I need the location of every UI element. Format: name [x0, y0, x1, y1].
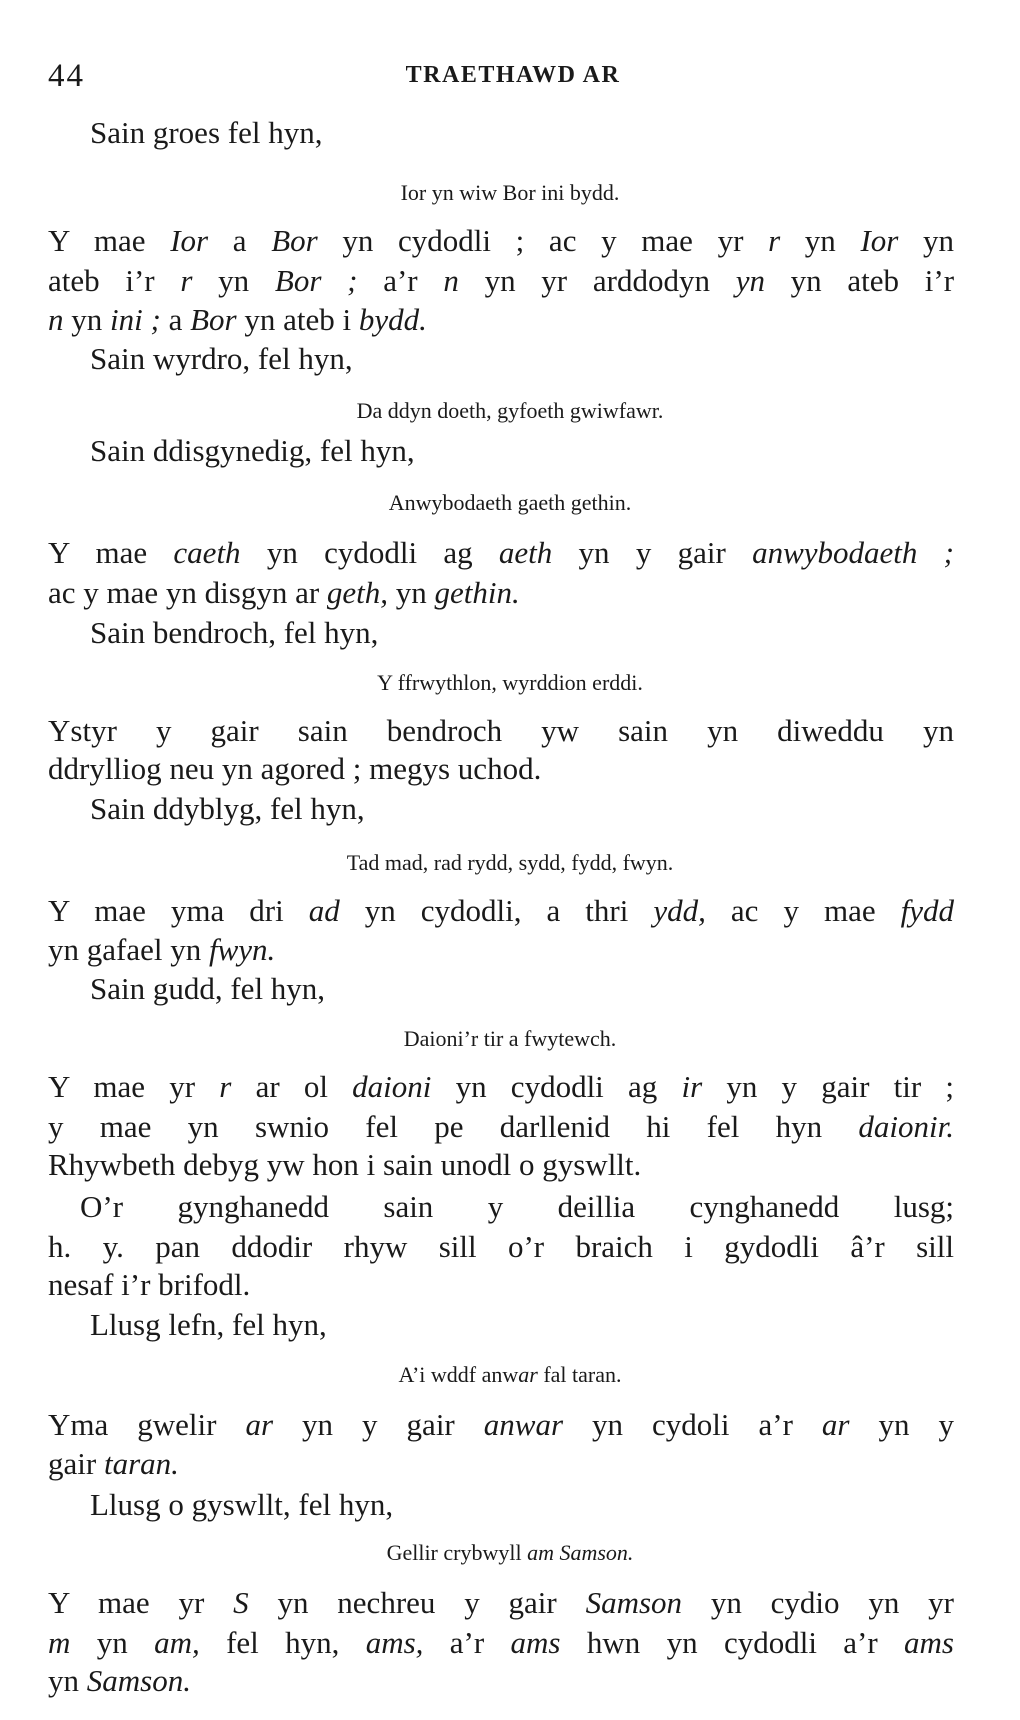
text-run: y mae yn swnio fel pe darllenid hi fel hyn — [48, 1109, 859, 1144]
text-run: Y mae — [48, 535, 174, 570]
text-line — [48, 536, 954, 570]
text-line — [48, 264, 954, 298]
text-run: yn y gair — [273, 1407, 484, 1442]
text-run: Sain ddyblyg, fel hyn, — [90, 791, 365, 826]
text-line — [90, 116, 322, 150]
italic-word: caeth — [173, 535, 241, 570]
text-run: Daioni’r tir a fwytewch. — [403, 1026, 617, 1051]
example-verse — [0, 1026, 1020, 1052]
text-run: A’i wddf anw — [398, 1362, 519, 1387]
italic-word: yn — [735, 263, 765, 298]
text-run: Sain groes fel hyn, — [90, 115, 323, 150]
text-line — [90, 434, 415, 468]
text-run: yn ateb i’r — [764, 263, 955, 298]
italic-word: geth, — [326, 575, 389, 610]
text-run: yn y gair tir ; — [702, 1069, 954, 1104]
text-run: Sain gudd, fel hyn, — [90, 971, 326, 1006]
text-run: yn — [780, 223, 861, 258]
text-line — [48, 303, 427, 337]
italic-word: anwar — [483, 1407, 564, 1442]
italic-word: Bor — [271, 223, 318, 258]
text-run: hwn yn cydodli a’r — [560, 1625, 905, 1660]
italic-word: r — [219, 1069, 232, 1104]
text-run: nesaf i’r brifodl. — [48, 1267, 251, 1302]
text-line — [90, 342, 353, 376]
text-line — [48, 1110, 954, 1144]
italic-word: aeth — [498, 535, 553, 570]
text-run: yn — [63, 302, 110, 337]
text-line — [48, 1664, 191, 1698]
text-line — [48, 894, 954, 928]
text-line — [48, 1447, 179, 1481]
text-run: a’r — [423, 1625, 511, 1660]
example-verse — [0, 180, 1020, 206]
text-run: Llusg lefn, fel hyn, — [90, 1307, 327, 1342]
text-line — [48, 714, 954, 748]
italic-word: ydd, — [653, 893, 706, 928]
text-run: a — [208, 223, 272, 258]
italic-word: bydd. — [358, 302, 427, 337]
text-run: yn yr arddodyn — [458, 263, 736, 298]
text-run: ac y mae — [705, 893, 901, 928]
text-line — [90, 616, 378, 650]
text-run: Llusg o gyswllt, fel hyn, — [90, 1487, 394, 1522]
italic-word: n — [48, 302, 64, 337]
italic-word: m — [48, 1625, 71, 1660]
text-run: Y ffrwythlon, wyrddion erddi. — [377, 670, 643, 695]
text-run: fal taran. — [537, 1362, 622, 1387]
text-line — [90, 1308, 327, 1342]
italic-word: S — [233, 1585, 249, 1620]
text-run: Anwybodaeth gaeth gethin. — [388, 490, 632, 515]
italic-word: n — [443, 263, 459, 298]
italic-word: Ior — [170, 223, 209, 258]
text-run: yn — [70, 1625, 155, 1660]
example-verse — [0, 398, 1020, 424]
italic-word: ir — [681, 1069, 703, 1104]
text-run: yn y gair — [552, 535, 753, 570]
text-run: Gellir crybwyll — [386, 1540, 528, 1565]
text-line — [48, 576, 520, 610]
italic-word: Samson. — [86, 1663, 191, 1698]
text-run: ateb i’r — [48, 263, 181, 298]
italic-word: ad — [308, 893, 340, 928]
text-line — [48, 1148, 641, 1182]
text-line — [48, 1070, 954, 1104]
italic-word: daioni — [352, 1069, 432, 1104]
text-run: Y mae — [48, 223, 171, 258]
text-run: Tad mad, rad rydd, sydd, fydd, fwyn. — [346, 850, 674, 875]
text-line — [48, 1586, 954, 1620]
text-run: Rhywbeth debyg yw hon i sain unodl o gyswllt. — [48, 1147, 642, 1182]
example-verse — [0, 1540, 1020, 1566]
text-run: Yma gwelir — [48, 1407, 246, 1442]
running-title: TRAETHAWD AR — [405, 62, 621, 88]
example-verse — [0, 1362, 1020, 1388]
italic-word: taran. — [103, 1446, 179, 1481]
text-run: yn — [48, 1663, 87, 1698]
text-line — [90, 972, 325, 1006]
text-run: yn — [192, 263, 275, 298]
italic-word: Ior — [860, 223, 899, 258]
text-line — [48, 224, 954, 258]
text-run: Sain wyrdro, fel hyn, — [90, 341, 353, 376]
text-run: yn nechreu y gair — [248, 1585, 586, 1620]
italic-word: ams — [510, 1625, 561, 1660]
italic-word: gethin. — [434, 575, 520, 610]
text-run: yn gafael yn — [48, 932, 209, 967]
italic-word: ar — [821, 1407, 850, 1442]
text-run: ac y mae yn disgyn ar — [48, 575, 327, 610]
italic-word: ams — [904, 1625, 954, 1660]
text-run: Y mae yma dri — [48, 893, 309, 928]
text-run: Y mae yr — [48, 1585, 234, 1620]
text-line — [48, 1408, 954, 1442]
italic-word: r — [768, 223, 781, 258]
text-run: Ior yn wiw Bor ini bydd. — [400, 180, 620, 205]
italic-word: ams, — [365, 1625, 424, 1660]
text-run: yn — [898, 223, 955, 258]
text-run: Da ddyn doeth, gyfoeth gwiwfawr. — [356, 398, 664, 423]
text-run: yn cydodli, a thri — [339, 893, 654, 928]
text-run: yn cydodli ag — [431, 1069, 682, 1104]
text-run: yn cydoli a’r — [563, 1407, 822, 1442]
text-run: Y mae yr — [48, 1069, 220, 1104]
page-number: 44 — [48, 58, 85, 94]
italic-word: ar — [518, 1362, 538, 1387]
text-run: a’r — [357, 263, 444, 298]
page-header — [48, 58, 978, 98]
text-run: O’r gynghanedd sain y deillia cynghanedd lusg; — [80, 1189, 954, 1224]
text-line — [90, 792, 365, 826]
italic-word: am Samson. — [527, 1540, 634, 1565]
text-run: yn y — [849, 1407, 955, 1442]
text-run: Sain ddisgynedig, fel hyn, — [90, 433, 415, 468]
italic-word: am, — [154, 1625, 200, 1660]
italic-word: fwyn. — [208, 932, 276, 967]
text-run: yn — [388, 575, 435, 610]
example-verse — [0, 850, 1020, 876]
italic-word: anwybodaeth ; — [752, 535, 954, 570]
text-run: gair — [48, 1446, 104, 1481]
text-run: yn ateb i — [236, 302, 359, 337]
text-run: fel hyn, — [199, 1625, 366, 1660]
italic-word: Bor — [190, 302, 237, 337]
text-run: Sain bendroch, fel hyn, — [90, 615, 379, 650]
text-run: yn cydodli ; ac y mae yr — [317, 223, 769, 258]
text-run: yn cydodli ag — [240, 535, 499, 570]
text-run: ar ol — [231, 1069, 353, 1104]
italic-word: ar — [245, 1407, 274, 1442]
example-verse — [0, 490, 1020, 516]
italic-word: Samson — [585, 1585, 683, 1620]
italic-word: Bor ; — [274, 263, 358, 298]
italic-word: daionir. — [858, 1109, 954, 1144]
text-run: a — [160, 302, 191, 337]
text-run: h. y. pan ddodir rhyw sill o’r braich i gydodli â’r sill — [48, 1229, 954, 1264]
italic-word: fydd — [900, 893, 954, 928]
text-line — [80, 1190, 954, 1224]
text-line — [48, 1230, 954, 1264]
text-line — [48, 933, 275, 967]
text-line — [48, 752, 541, 786]
italic-word: ini ; — [110, 302, 161, 337]
text-line — [90, 1488, 393, 1522]
text-line — [48, 1268, 250, 1302]
text-run: ddrylliog neu yn agored ; megys uchod. — [48, 751, 542, 786]
text-run: yn cydio yn yr — [682, 1585, 954, 1620]
example-verse — [0, 670, 1020, 696]
text-run: Ystyr y gair sain bendroch yw sain yn diweddu yn — [48, 713, 954, 748]
italic-word: r — [180, 263, 193, 298]
text-line — [48, 1626, 954, 1660]
